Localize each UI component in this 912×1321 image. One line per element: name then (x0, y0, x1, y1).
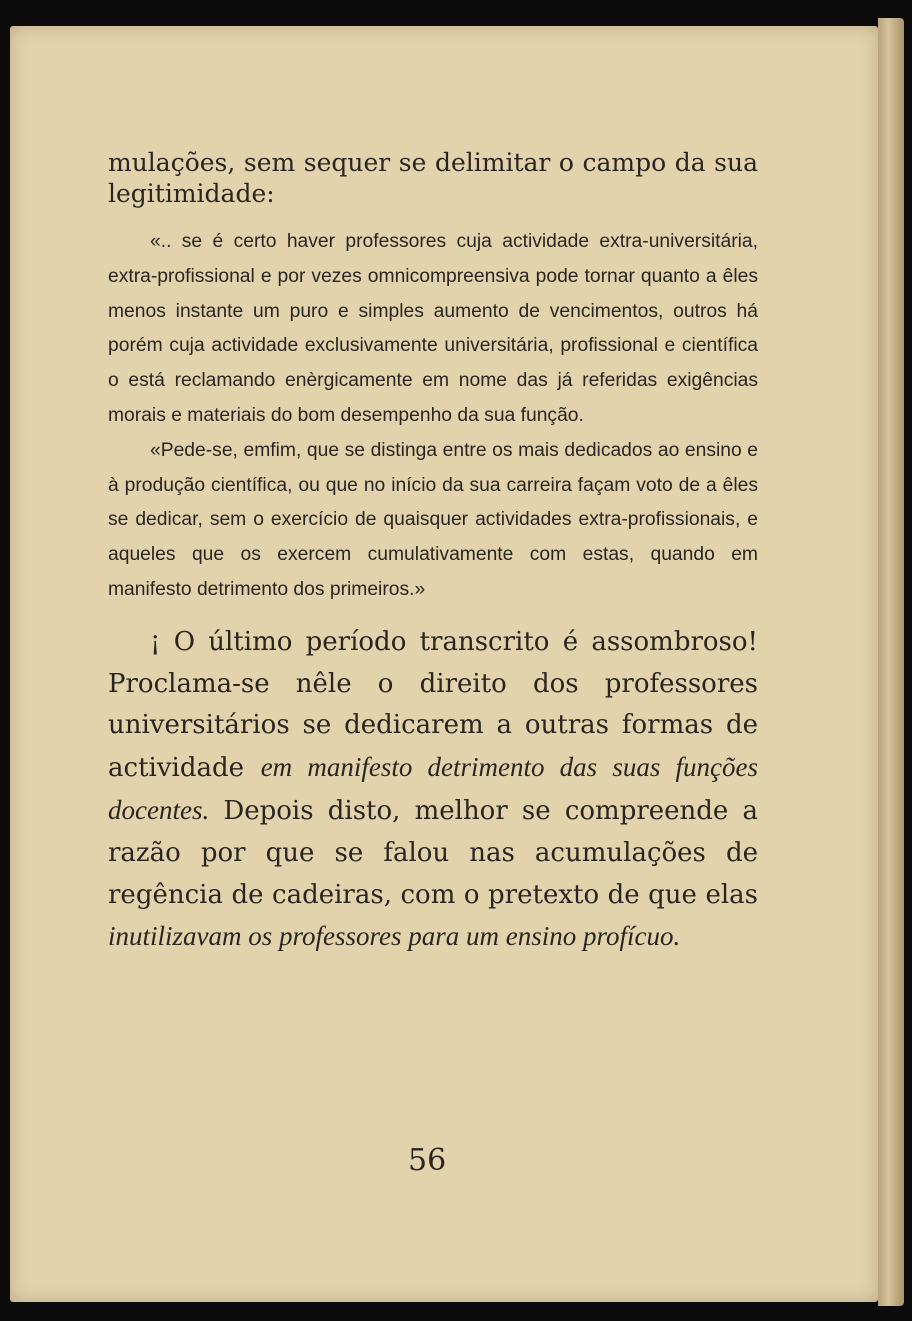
page-text (108, 147, 758, 959)
main-italic-2: inutilizavam os professores para um ensino profícuo. (108, 921, 681, 952)
main-italic-1: em manifesto detrimento das suas funções docentes. (108, 752, 759, 825)
main-text-1: ¡ O último período transcrito é assombroso! Proclama-se nêle o direito dos professores universitários se dedicarem a outras formas de actividade (108, 626, 758, 784)
quote-paragraph-2: «Pede-se, emfim, que se distinga entre os mais dedicados ao ensino e à produção científica, ou que no início da sua carreira façam voto de a êles se dedicar, sem o exercício de quaisquer actividades extra-profissionais, e aqueles que os exercem cumulativamente com estas, quando em manifesto detrimento dos primeiros.» (108, 439, 758, 600)
page-number: 56 (408, 1143, 447, 1178)
quote-paragraph-1: «.. se é certo haver professores cuja actividade extra-universitária, extra-profissional e por vezes omnicompreensiva pode tornar quanto a êles menos instante um puro e simples aumento de vencimentos, outros há porém cuja actividade exclusivamente universitária, profissional e científica o está reclamando enèrgicamente em nome das já referidas exigências morais e materiais do bom desempenho da sua função. (108, 231, 758, 426)
main-paragraph (108, 622, 758, 959)
opening-paragraph: mulações, sem sequer se delimitar o campo da sua legitimidade: (108, 148, 758, 208)
main-text-2: Depois disto, melhor se compreende a razão por que se falou nas acumulações de regência de cadeiras, com o pretexto de que elas (108, 795, 758, 910)
page-edge (878, 18, 904, 1306)
